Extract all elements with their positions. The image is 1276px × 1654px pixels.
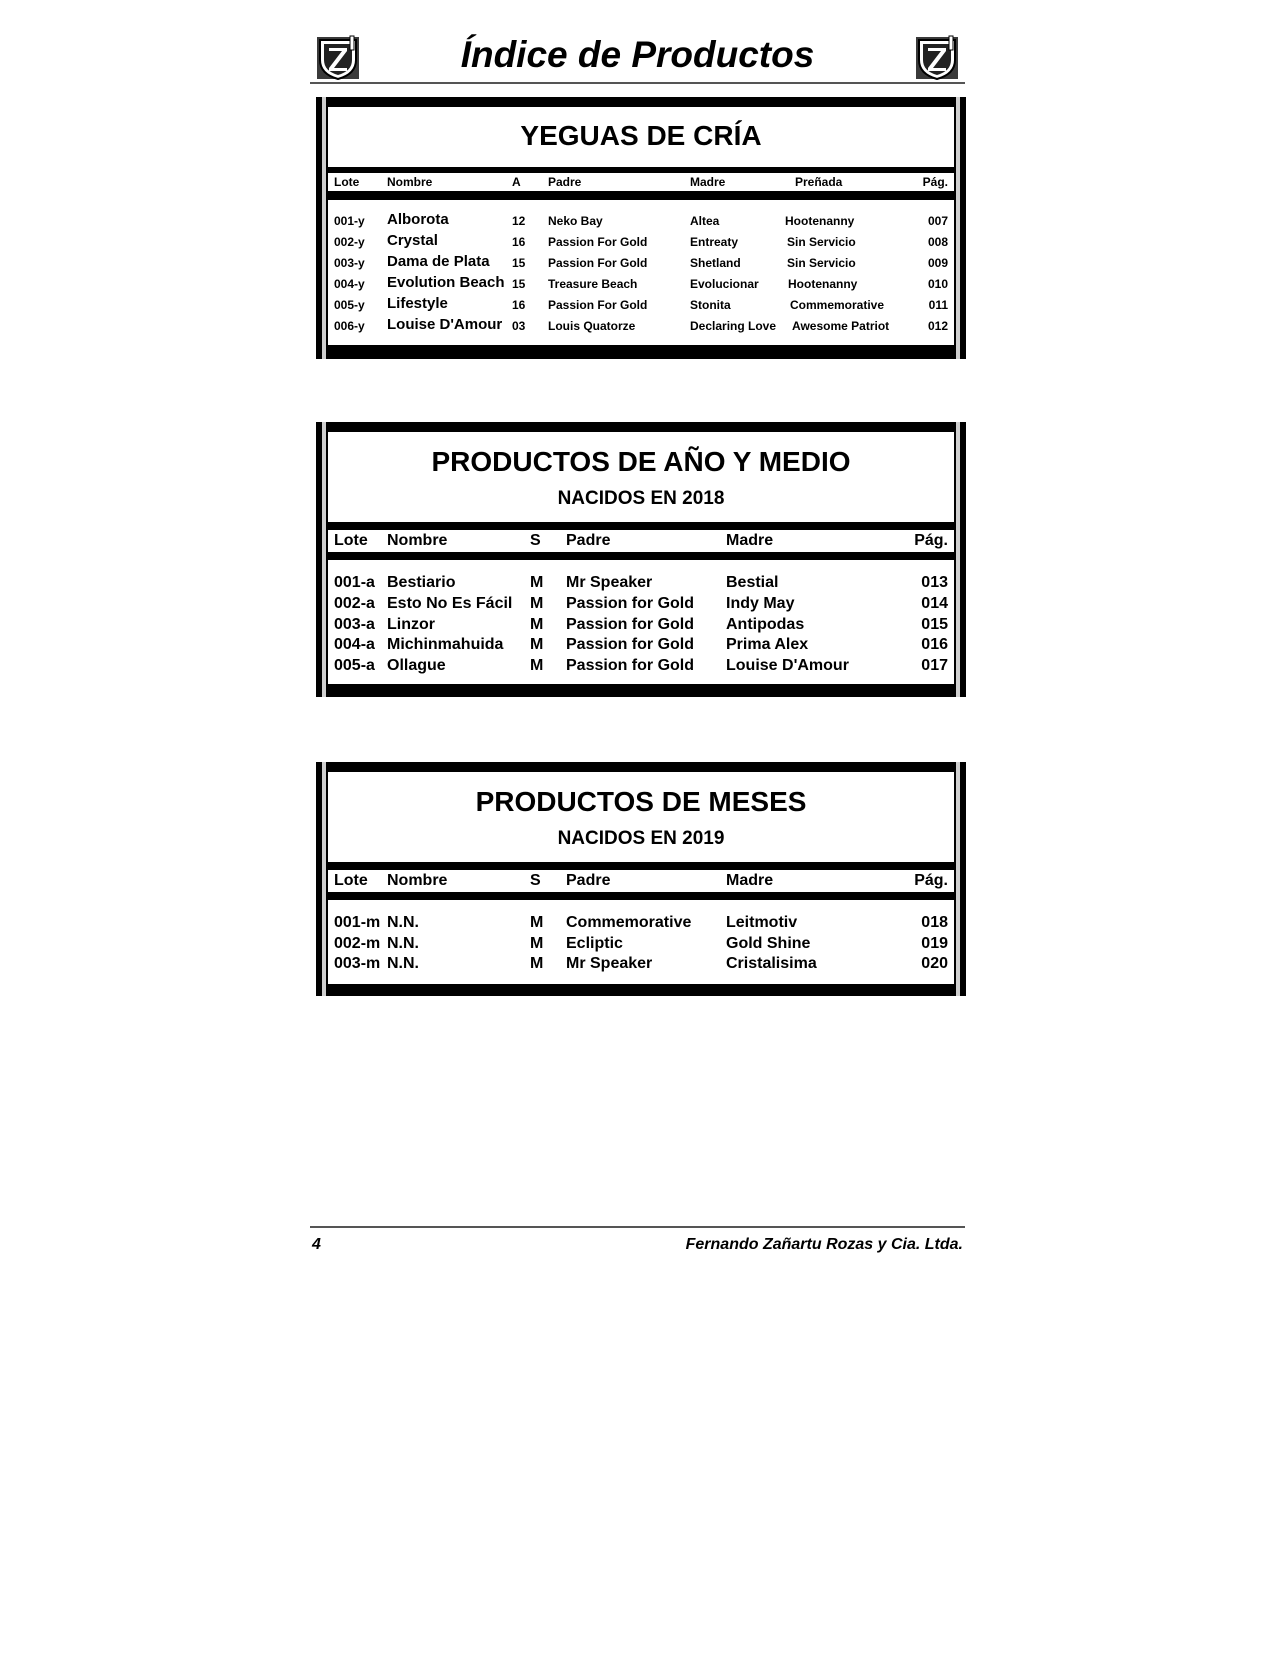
table-row [328, 636, 954, 656]
cell-nombre: N.N. [387, 914, 419, 931]
cell-nombre: Bestiario [387, 574, 456, 591]
box-edge [956, 762, 960, 996]
section-title: YEGUAS DE CRÍA [520, 120, 762, 151]
cell-sexo: M [530, 935, 544, 952]
section-title-panel [328, 107, 954, 167]
cell-pagina: 019 [921, 935, 948, 952]
column-header: Nombre [387, 872, 448, 889]
section-subtitle: NACIDOS EN 2018 [557, 488, 725, 509]
cell-madre: Declaring Love [690, 319, 777, 333]
column-header: Nombre [387, 532, 448, 549]
cell-padre: Passion for Gold [566, 636, 695, 653]
section-yeguas-de-cria [316, 97, 966, 359]
cell-lote: 003-a [334, 616, 375, 633]
column-header: Madre [726, 872, 774, 889]
cell-madre: Louise D'Amour [726, 657, 849, 674]
box-edge [956, 422, 960, 697]
section-title-panel [328, 432, 954, 522]
column-header: Padre [566, 532, 611, 549]
cell-madre: Shetland [690, 256, 741, 270]
cell-nombre: N.N. [387, 935, 419, 952]
cell-padre: Treasure Beach [548, 277, 638, 291]
cell-pagina: 008 [927, 235, 948, 249]
cell-pagina: 009 [927, 256, 948, 270]
column-header: Preñada [795, 175, 843, 189]
column-header: Lote [334, 532, 368, 549]
table-row [328, 316, 954, 336]
table-row [328, 232, 954, 252]
page-number: 4 [312, 1236, 321, 1253]
cell-madre: Leitmotiv [726, 914, 798, 931]
cell-edad: 16 [512, 235, 526, 249]
section-subtitle: NACIDOS EN 2019 [557, 828, 725, 849]
cell-madre: Prima Alex [726, 636, 809, 653]
column-header: A [512, 175, 521, 189]
footer-rule [310, 1226, 965, 1228]
cell-madre: Evolucionar [690, 277, 759, 291]
cell-pagina: 014 [921, 595, 948, 612]
cell-sexo: M [530, 595, 544, 612]
column-header: S [530, 872, 541, 889]
cell-nombre: Dama de Plata [387, 253, 490, 270]
cell-sexo: M [530, 914, 544, 931]
page-title: Índice de Productos [460, 34, 815, 75]
cell-padre: Neko Bay [548, 214, 603, 228]
table-body [328, 560, 954, 684]
table-row [328, 955, 954, 975]
box-edge [322, 762, 326, 996]
box-edge [956, 97, 960, 359]
cell-padre: Passion For Gold [548, 298, 648, 312]
column-header: Nombre [387, 175, 433, 189]
cell-edad: 03 [512, 319, 526, 333]
cell-pagina: 010 [927, 277, 948, 291]
cell-padre: Passion For Gold [548, 256, 648, 270]
cell-lote: 002-a [334, 595, 375, 612]
column-header-row [328, 530, 954, 552]
cell-padre: Mr Speaker [566, 574, 653, 591]
cell-prenada: Hootenanny [785, 214, 855, 228]
cell-madre: Altea [690, 214, 720, 228]
cell-prenada: Hootenanny [788, 277, 858, 291]
cell-lote: 003-y [334, 256, 365, 270]
column-header: Padre [548, 175, 582, 189]
column-header-row [328, 173, 954, 191]
cell-lote: 005-a [334, 657, 375, 674]
section-title-panel [328, 772, 954, 862]
table-row [328, 253, 954, 273]
page-header [310, 32, 965, 84]
cell-pagina: 020 [921, 955, 948, 972]
cell-nombre: Alborota [387, 211, 449, 228]
table-row [328, 574, 954, 594]
cell-prenada: Awesome Patriot [792, 319, 890, 333]
column-header: Padre [566, 872, 611, 889]
cell-lote: 003-m [334, 955, 381, 972]
column-header: Pág. [922, 175, 948, 189]
section-productos-de-meses [316, 762, 966, 996]
cell-pagina: 013 [921, 574, 948, 591]
cell-padre: Passion for Gold [566, 657, 695, 674]
cell-prenada: Sin Servicio [787, 256, 856, 270]
header-rule [310, 82, 965, 84]
cell-nombre: Lifestyle [387, 295, 448, 312]
page-footer [310, 1226, 965, 1258]
section-title: PRODUCTOS DE MESES [475, 786, 807, 817]
cell-lote: 002-y [334, 235, 365, 249]
column-header-row [328, 870, 954, 892]
cell-nombre: Michinmahuida [387, 636, 504, 653]
cell-edad: 15 [512, 256, 526, 270]
cell-sexo: M [530, 955, 544, 972]
section-title: PRODUCTOS DE AÑO Y MEDIO [431, 446, 851, 477]
cell-padre: Passion For Gold [548, 235, 648, 249]
cell-madre: Bestial [726, 574, 779, 591]
table-row [328, 616, 954, 636]
cell-nombre: Evolution Beach [387, 274, 505, 291]
cell-lote: 002-m [334, 935, 381, 952]
table-body [328, 900, 954, 984]
cell-padre: Louis Quatorze [548, 319, 636, 333]
column-header: Pág. [914, 872, 948, 889]
table-row [328, 935, 954, 955]
cell-lote: 001-m [334, 914, 381, 931]
cell-nombre: Crystal [387, 232, 438, 249]
column-header: Madre [726, 532, 774, 549]
cell-madre: Entreaty [690, 235, 739, 249]
cell-padre: Passion for Gold [566, 595, 695, 612]
cell-edad: 16 [512, 298, 526, 312]
cell-padre: Commemorative [566, 914, 692, 931]
cell-pagina: 011 [928, 298, 948, 312]
cell-madre: Gold Shine [726, 935, 811, 952]
cell-lote: 006-y [334, 319, 365, 333]
cell-madre: Antipodas [726, 616, 805, 633]
cell-edad: 12 [512, 214, 526, 228]
cell-lote: 004-a [334, 636, 375, 653]
cell-nombre: Esto No Es Fácil [387, 595, 513, 612]
column-header: Pág. [914, 532, 948, 549]
cell-lote: 004-y [334, 277, 365, 291]
section-productos-ano-y-medio [316, 422, 966, 697]
cell-lote: 005-y [334, 298, 365, 312]
cell-madre: Cristalisima [726, 955, 817, 972]
cell-lote: 001-y [334, 214, 365, 228]
cell-prenada: Commemorative [790, 298, 885, 312]
cell-padre: Mr Speaker [566, 955, 653, 972]
cell-nombre: N.N. [387, 955, 419, 972]
cell-edad: 15 [512, 277, 526, 291]
cell-pagina: 018 [921, 914, 948, 931]
table-row [328, 211, 954, 231]
cell-sexo: M [530, 636, 544, 653]
table-row [328, 295, 954, 315]
cell-lote: 001-a [334, 574, 375, 591]
cell-madre: Stonita [690, 298, 731, 312]
cell-pagina: 007 [927, 214, 948, 228]
company-name: Fernando Zañartu Rozas y Cia. Ltda. [685, 1236, 963, 1253]
cell-nombre: Linzor [387, 616, 435, 633]
cell-nombre: Ollague [387, 657, 446, 674]
cell-sexo: M [530, 657, 544, 674]
cell-pagina: 012 [927, 319, 948, 333]
cell-padre: Ecliptic [566, 935, 623, 952]
table-row [328, 274, 954, 294]
column-header: Lote [334, 175, 360, 189]
cell-sexo: M [530, 574, 544, 591]
cell-pagina: 015 [921, 616, 948, 633]
box-edge [322, 97, 326, 359]
cell-nombre: Louise D'Amour [387, 316, 503, 333]
cell-madre: Indy May [726, 595, 795, 612]
cell-pagina: 017 [921, 657, 948, 674]
cell-prenada: Sin Servicio [787, 235, 856, 249]
column-header: Madre [690, 175, 726, 189]
table-row [328, 914, 954, 934]
shield-logo-icon [913, 34, 961, 82]
table-row [328, 595, 954, 615]
table-row [328, 657, 954, 677]
box-edge [322, 422, 326, 697]
cell-sexo: M [530, 616, 544, 633]
table-body [328, 200, 954, 345]
column-header: Lote [334, 872, 368, 889]
column-header: S [530, 532, 541, 549]
cell-pagina: 016 [921, 636, 948, 653]
cell-padre: Passion for Gold [566, 616, 695, 633]
